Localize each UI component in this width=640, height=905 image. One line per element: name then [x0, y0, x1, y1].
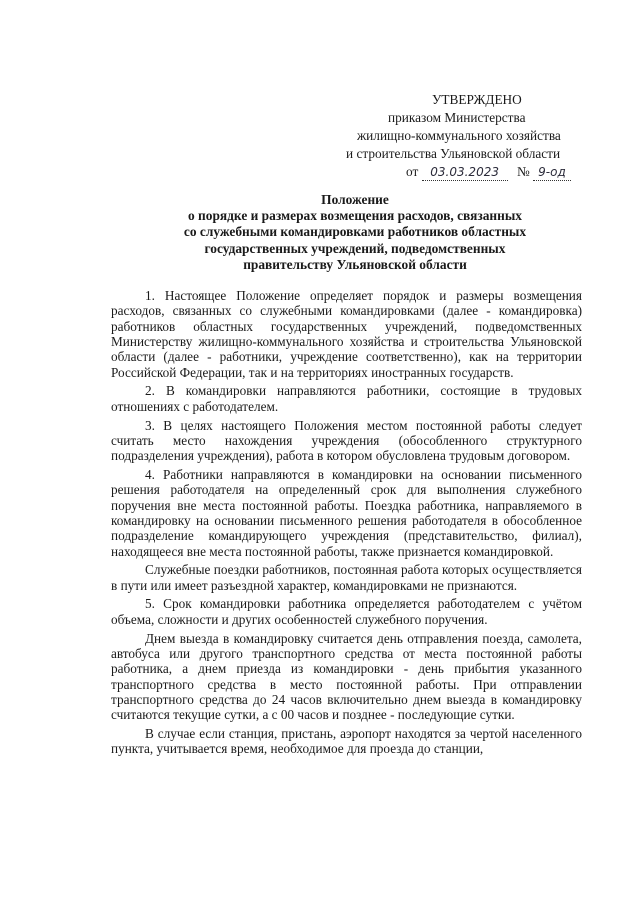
title-line-1: Положение [321, 192, 389, 207]
paragraph-1: 1. Настоящее Положение определяет порядок и размеры возмещения расходов, связанных со служебными командировками (далее - командировка) работников областных государственных учреждений, подведомственных Министерству жилищно-коммунального хозяйства и строительства Ульяновской области (далее - работники, учреждение соответственно), как на территории Российской Федерации, так и на территориях иностранных государств. [111, 288, 582, 380]
number-prefix: № [516, 164, 530, 179]
title-line-5: правительству Ульяновской области [243, 256, 467, 272]
handwritten-number: 9-од [533, 164, 571, 181]
document-title [150, 192, 560, 273]
title-line-2: о порядке и размерах возмещения расходов, связанных [188, 208, 522, 224]
title-line-4: государственных учреждений, подведомственных [204, 240, 506, 256]
paragraph-5-departure: Днем выезда в командировку считается день отправления поезда, самолета, автобуса или другого транспортного средства от места постоянной работы работника, а днем приезда из командировки - день прибытия указанного транспортного средства в место постоянной работы. При отправлении транспортного средства до 24 часов включительно днем выезда в командировку считаются текущие сутки, а с 00 часов и позднее - последующие сутки. [111, 630, 582, 723]
title-line-3: со служебными командировками работников областных [183, 224, 527, 240]
paragraph-4-note: Служебные поездки работников, постоянная работа которых осуществляется в пути или имеет разъездной характер, командировками не признаются. [111, 562, 582, 593]
document-body [111, 288, 582, 757]
approval-block [0, 92, 640, 182]
approval-line-3: и строительства Ульяновской области [346, 146, 561, 161]
paragraph-3: 3. В целях настоящего Положения местом постоянной работы следует считать место нахождения учреждения (обособленного структурного подразделения учреждения), работа в котором обусловлена трудовым договором. [111, 417, 582, 464]
approval-line-2: жилищно-коммунального хозяйства [357, 128, 561, 143]
date-prefix: от [406, 164, 419, 179]
paragraph-5: 5. Срок командировки работника определяется работодателем с учётом объема, сложности и других особенностей служебного поручения. [111, 596, 582, 627]
approval-heading: УТВЕРЖДЕНО [432, 92, 522, 107]
approval-line-1: приказом Министерства [388, 110, 526, 125]
paragraph-4: 4. Работники направляются в командировки на основании письменного решения работодателя на определенный срок для выполнения служебного поручения вне места постоянной работы. Поездка работника, направляемого в командировку на основании письменного решения работодателя в обособленное подразделение командирующего учреждения (представительство, филиал), находящееся вне места постоянной работы, также признается командировкой. [111, 466, 582, 559]
paragraph-2: 2. В командировки направляются работники, состоящие в трудовых отношениях с работодателем. [111, 383, 582, 414]
handwritten-date: 03.03.2023 [422, 164, 508, 181]
paragraph-5-station: В случае если станция, пристань, аэропорт находятся за чертой населенного пункта, учитывается время, необходимое для проезда до станции, [111, 726, 582, 757]
approval-date-line [406, 164, 571, 181]
